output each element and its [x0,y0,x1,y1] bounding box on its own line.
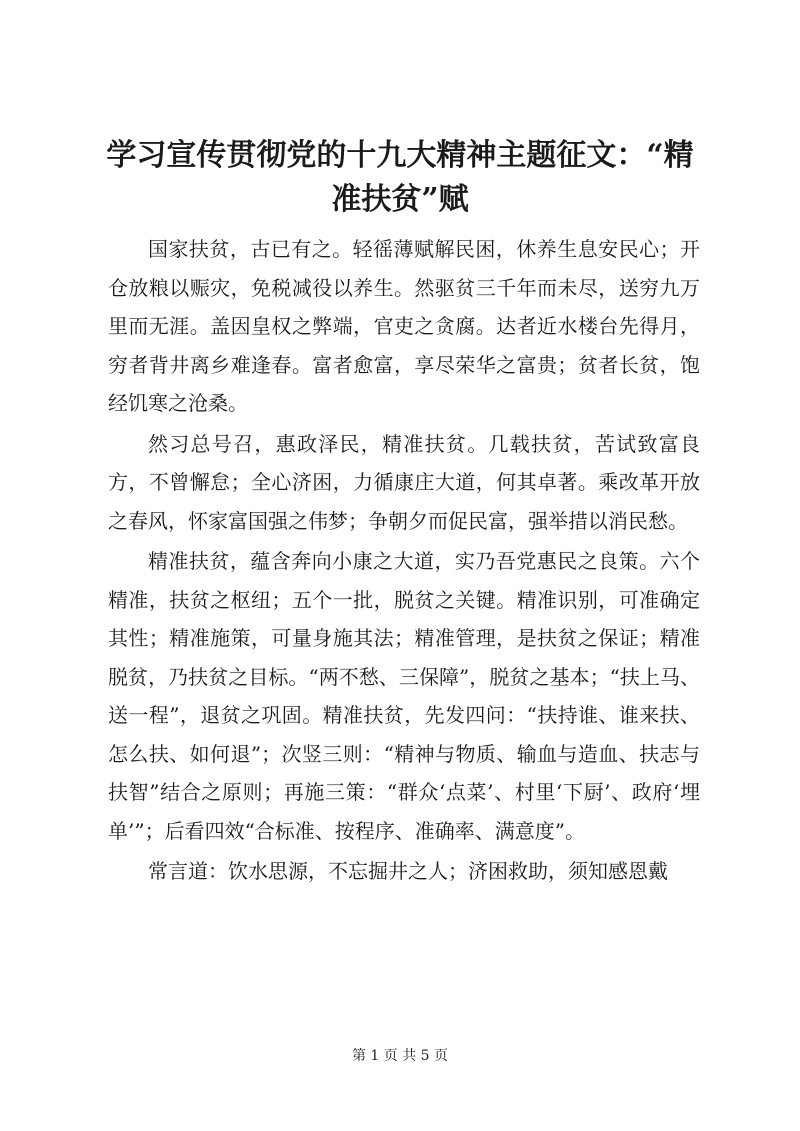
paragraph-4: 常言道：饮水思源，不忘掘井之人；济困救助，须知感恩戴 [148,859,668,883]
paragraph-1: 国家扶贫，古已有之。轻徭薄赋解民困，休养生息安民心；开仓放粮以赈灾，免税减役以养生。然驱贫三千年而未尽，送穷九万里而无涯。盖因皇权之弊端，官吏之贪腐。达者近水楼台先得月，穷者背井离乡难逢春。富者愈富，享尽荣华之富贵；贫者长贫，饱经饥寒之沧桑。 [108,237,700,415]
page-footer: 第 1 页 共 5 页 [351,1048,449,1064]
document-title: 学习宣传贯彻党的十九大精神主题征文：“精准扶贫”赋 [106,138,694,217]
document-body [108,230,700,893]
paragraph-2: 然习总号召，惠政泽民，精准扶贫。几载扶贫，苦试致富良方，不曾懈怠；全心济困，力循康庄大道，何其卓著。乘改革开放之春风，怀家富国强之伟梦；争朝夕而促民富，强举措以消民愁。 [108,431,700,533]
paragraph-3: 精准扶贫，蕴含奔向小康之大道，实乃吾党惠民之良策。六个精准，扶贫之枢纽；五个一批，脱贫之关键。精准识别，可准确定其性；精准施策，可量身施其法；精准管理，是扶贫之保证；精准脱贫，乃扶贫之目标。“两不愁、三保障”，脱贫之基本；“扶上马、送一程”，退贫之巩固。精准扶贫，先发四问：“扶持谁、谁来扶、怎么扶、如何退”；次竖三则：“精神与物质、输血与造血、扶志与扶智”结合之原则；再施三策：“群众‘点菜’、村里‘下厨’、政府‘埋单’”；后看四效“合标准、按程序、准确率、满意度”。 [108,549,700,843]
